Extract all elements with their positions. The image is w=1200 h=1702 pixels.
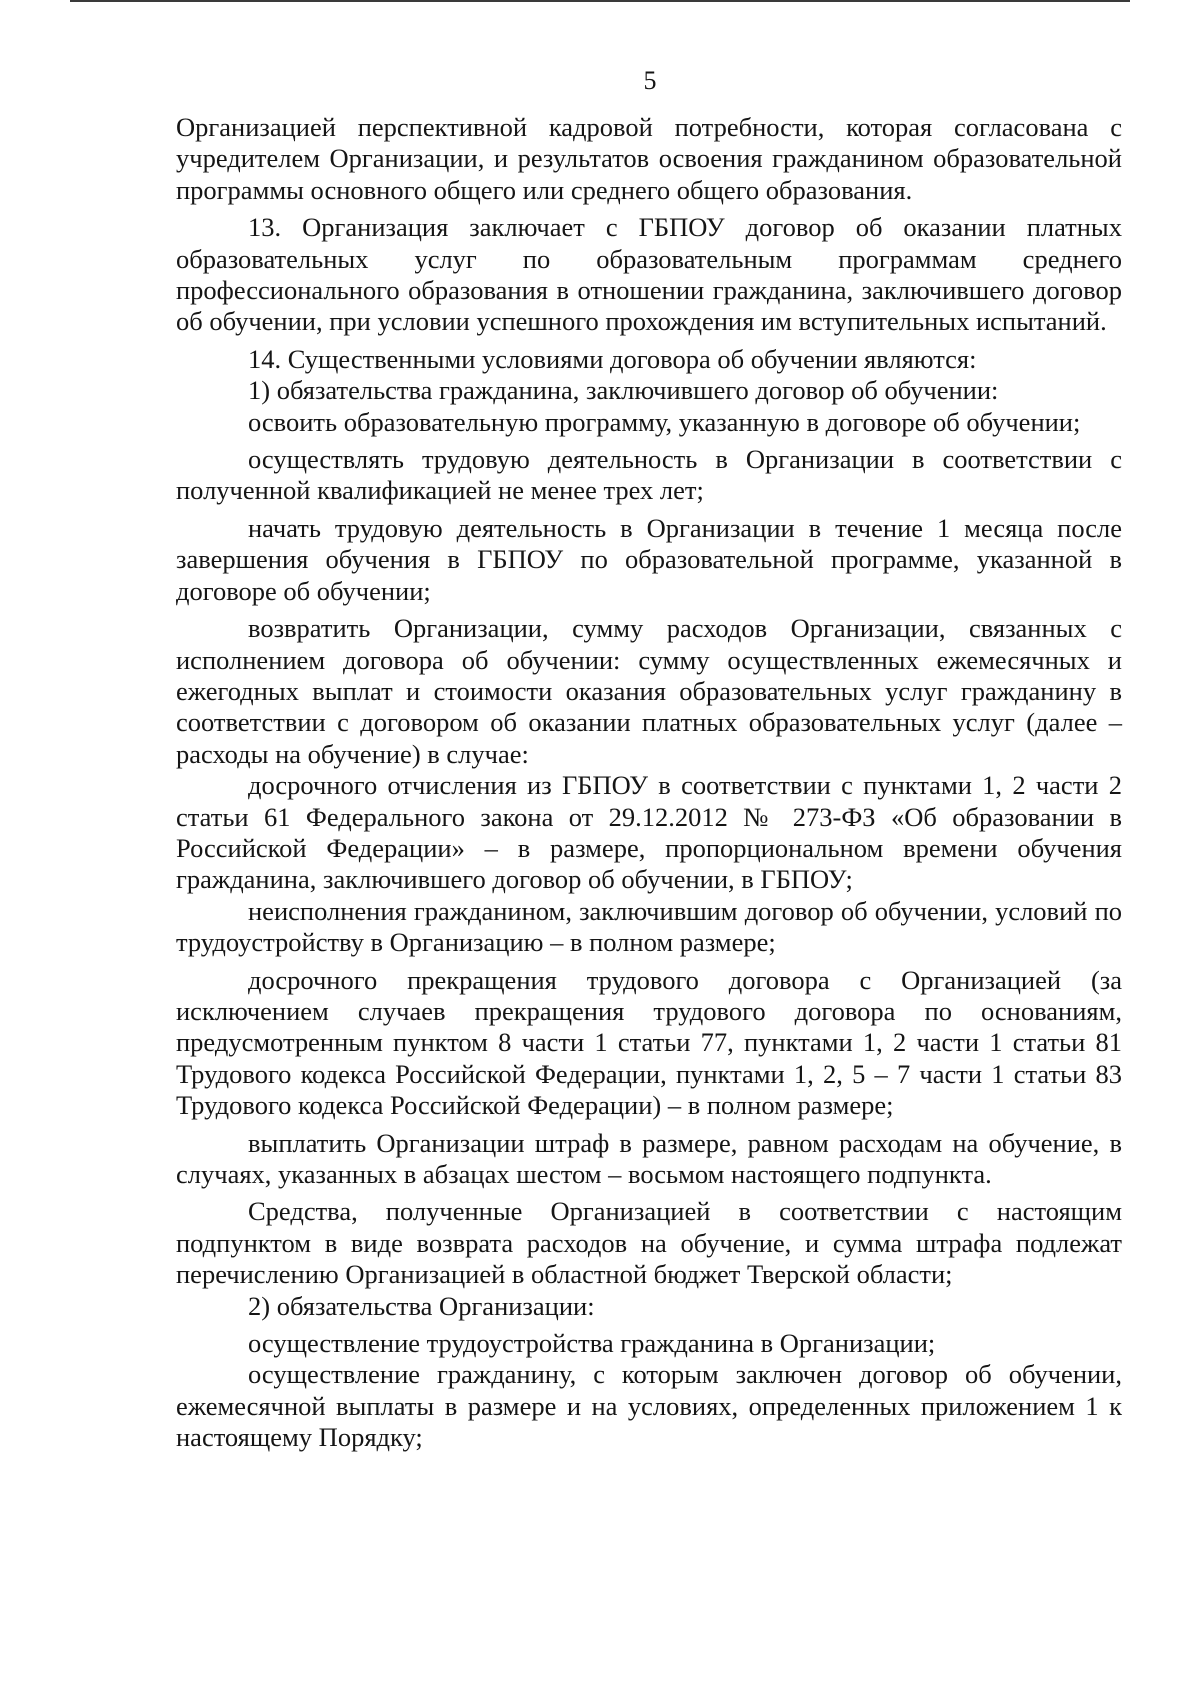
document-body [176,112,1122,1454]
paragraph-case-early-expulsion: досрочного отчисления из ГБПОУ в соответствии с пунктами 1, 2 части 2 статьи 61 Федерального закона от 29.12.2012 № 273-ФЗ «Об образовании в Российской Федерации» – в размере, пропорциональном времени обучения гражданина, заключившего договор об обучении, в ГБПОУ; [176,770,1122,895]
paragraph-continuation: Организацией перспективной кадровой потребности, которая согласована с учредителем Организации, и результатов освоения гражданином образовательной программы основного общего или среднего общего образования. [176,112,1122,205]
paragraph-organization-employment: осуществление трудоустройства гражданина в Организации; [248,1328,936,1359]
paragraph-obligation-pay-fine: выплатить Организации штраф в размере, равном расходам на обучение, в случаях, указанных в абзацах шестом – восьмом настоящего подпункта. [176,1127,1122,1189]
paragraph-funds-transfer: Средства, полученные Организацией в соответствии с настоящим подпунктом в виде возврата расходов на обучение, и сумма штрафа подлежат перечислению Организацией в областной бюджет Тверской области; [176,1196,1122,1290]
paragraph-obligation-master-program: освоить образовательную программу, указанную в договоре об обучении; [248,406,1081,437]
paragraph-obligation-start-work: начать трудовую деятельность в Организации в течение 1 месяца после завершения обучения в ГБПОУ по образовательной программе, указанной в договоре об обучении; [176,512,1122,606]
paragraph-item-13: 13. Организация заключает с ГБПОУ договор об оказании платных образовательных услуг по образовательным программам среднего профессионального образования в отношении гражданина, заключившего договор об обучении, при условии успешного прохождения им вступительных испытаний. [176,212,1122,337]
paragraph-obligation-return-costs: возвратить Организации, сумму расходов Организации, связанных с исполнением договора об обучении: сумму осуществленных ежемесячных и ежегодных выплат и стоимости оказания образовательных услуг гражданину в соответствии с договором об оказании платных образовательных услуг (далее – расходы на обучение) в случае: [176,613,1122,769]
paragraph-organization-monthly-payment: осуществление гражданину, с которым заключен договор об обучении, ежемесячной выплаты в размере и на условиях, определенных приложением 1 к настоящему Порядку; [176,1359,1122,1453]
paragraph-case-non-employment: неисполнения гражданином, заключившим договор об обучении, условий по трудоустройству в Организацию – в полном размере; [176,895,1122,958]
paragraph-subitem-2: 2) обязательства Организации: [248,1290,595,1321]
paragraph-item-14: 14. Существенными условиями договора об обучении являются: [248,343,977,374]
paragraph-subitem-1: 1) обязательства гражданина, заключившего договор об обучении: [248,375,999,406]
paragraph-case-early-termination: досрочного прекращения трудового договора с Организацией (за исключением случаев прекращения трудового договора по основаниям, предусмотренным пунктом 8 части 1 статьи 77, пунктами 1, 2 части 1 статьи 81 Трудового кодекса Российской Федерации, пунктами 1, 2, 5 – 7 части 1 статьи 83 Трудового кодекса Российской Федерации) – в полном размере; [176,964,1122,1121]
page-number: 5 [643,66,657,95]
page-top-edge [70,0,1130,2]
paragraph-obligation-work-three-years: осуществлять трудовую деятельность в Организации в соответствии с полученной квалификацией не менее трех лет; [176,444,1122,506]
